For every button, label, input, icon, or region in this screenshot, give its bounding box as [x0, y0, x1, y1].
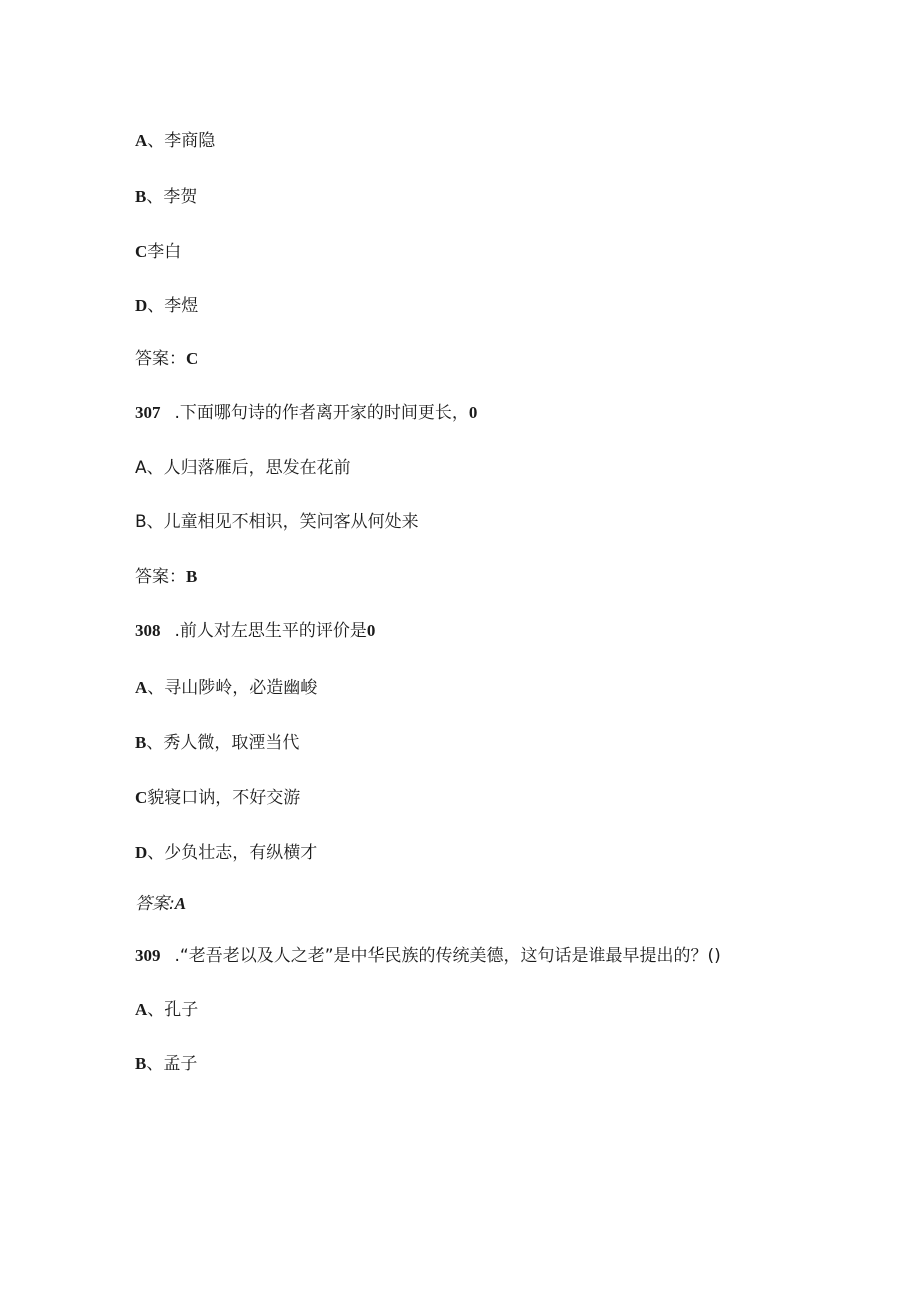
option-text: 孟子: [163, 1054, 198, 1074]
option-separator: 、: [147, 1000, 165, 1020]
question-paren: 0: [366, 621, 376, 640]
q308-option-d: [135, 842, 317, 864]
option-text: 寻山陟岭，必造幽峻: [164, 678, 318, 698]
q309-question: [135, 945, 721, 967]
q307-question: [135, 402, 477, 424]
option-separator: 、: [147, 678, 165, 698]
q308-answer: [135, 893, 186, 915]
q307-answer: [135, 566, 197, 588]
answer-label: 答案:: [135, 894, 175, 914]
option-letter: B: [135, 1054, 147, 1073]
option-letter: B: [135, 733, 147, 752]
option-letter: B: [135, 512, 147, 532]
option-letter: A: [135, 458, 147, 478]
option-text: 少负壮志，有纵横才: [164, 843, 318, 863]
option-text: 李贺: [163, 187, 198, 207]
option-text: 人归落雁后，思发在花前: [163, 458, 351, 478]
answer-label: 答案：: [135, 567, 186, 587]
answer-value: A: [174, 894, 187, 913]
option-separator: 、: [147, 296, 165, 316]
option-separator: 、: [146, 512, 164, 532]
q306-option-a: [135, 130, 215, 152]
option-letter: C: [135, 242, 148, 261]
option-separator: 、: [146, 1054, 164, 1074]
option-text: 李煜: [164, 296, 199, 316]
option-letter: A: [135, 131, 148, 150]
q309-option-a: [135, 999, 198, 1021]
option-text: 李白: [147, 242, 182, 262]
q306-option-c: [135, 241, 181, 263]
option-text: 貌寝口讷，不好交游: [147, 788, 301, 808]
q308-option-a: [135, 677, 317, 699]
q308-option-b: [135, 732, 299, 754]
question-text: .“老吾老以及人之老”是中华民族的传统美德，这句话是谁最早提出的？(): [174, 946, 721, 966]
q306-option-d: [135, 295, 198, 317]
question-number: 307: [135, 403, 161, 422]
question-text: .前人对左思生平的评价是: [174, 621, 367, 641]
question-paren: 0: [468, 403, 478, 422]
option-text: 李商隐: [164, 131, 216, 151]
option-separator: 、: [147, 843, 165, 863]
question-number: 309: [135, 946, 161, 965]
option-letter: C: [135, 788, 148, 807]
answer-value: B: [186, 567, 198, 586]
question-number: 308: [135, 621, 161, 640]
option-text: 孔子: [164, 1000, 199, 1020]
answer-value: C: [186, 349, 199, 368]
option-text: 儿童相见不相识，笑问客从何处来: [163, 512, 419, 532]
q308-question: [135, 620, 375, 642]
option-letter: A: [135, 678, 148, 697]
q306-option-b: [135, 186, 197, 208]
option-separator: 、: [146, 733, 164, 753]
option-separator: 、: [147, 131, 165, 151]
option-letter: D: [135, 296, 148, 315]
option-separator: 、: [146, 187, 164, 207]
option-letter: B: [135, 187, 147, 206]
answer-label: 答案：: [135, 349, 186, 369]
question-text: .下面哪句诗的作者离开家的时间更长，: [174, 403, 469, 423]
option-separator: 、: [146, 458, 164, 478]
q307-option-a: [135, 457, 351, 479]
option-letter: D: [135, 843, 148, 862]
q309-option-b: [135, 1053, 197, 1075]
option-text: 秀人微，取湮当代: [163, 733, 300, 753]
q308-option-c: [135, 787, 300, 809]
q306-answer: [135, 348, 198, 370]
option-letter: A: [135, 1000, 148, 1019]
q307-option-b: [135, 511, 419, 533]
